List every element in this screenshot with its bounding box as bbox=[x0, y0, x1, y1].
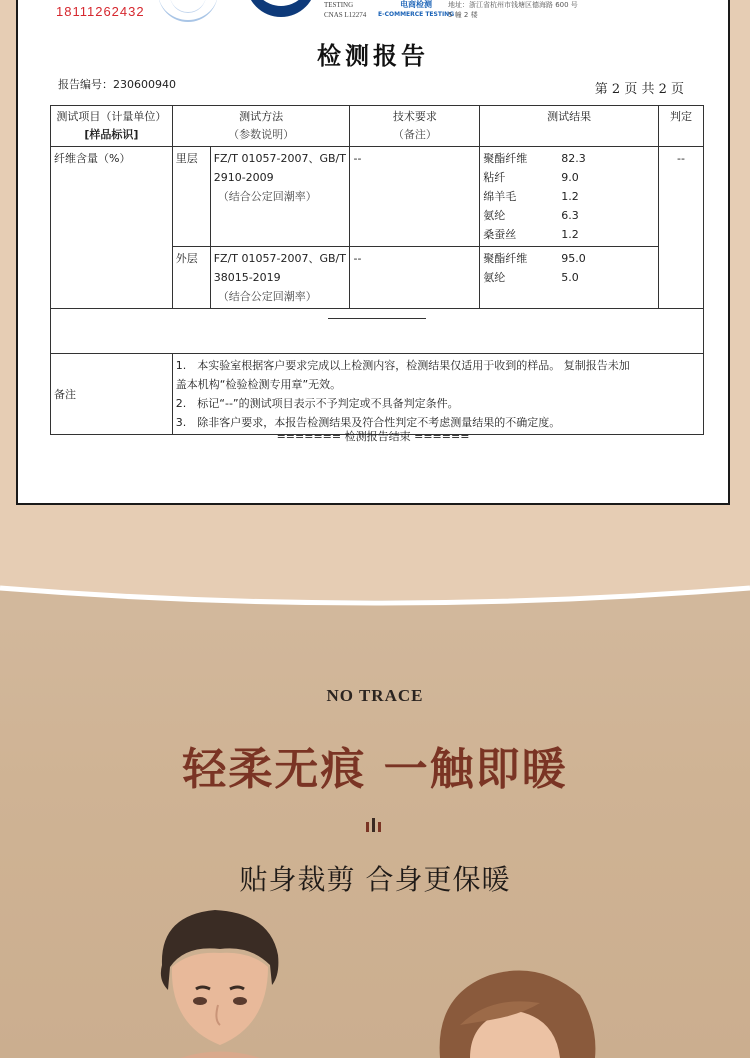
male-model-image bbox=[140, 905, 300, 1058]
fiber-value: 82.3 bbox=[561, 152, 586, 165]
report-end-marker: ======= 检测报告结束 ====== bbox=[276, 430, 470, 443]
note-line: 3. 除非客户要求，本报告检测结果及符合性判定不考虑测量结果的不确定度。 bbox=[175, 416, 561, 429]
item-name-cell: 纤维含量（%） bbox=[51, 147, 173, 309]
fiber-name: 桑蚕丝 bbox=[483, 228, 517, 241]
col-header-result: 测试结果 bbox=[480, 106, 659, 147]
col-header-judgement: 判定 bbox=[659, 106, 704, 147]
col-header-requirement: 技术要求 （备注） bbox=[350, 106, 480, 147]
fiber-value: 5.0 bbox=[561, 271, 579, 284]
requirement-cell: -- bbox=[350, 247, 480, 309]
test-report-card bbox=[16, 0, 730, 505]
fiber-name: 粘纤 bbox=[483, 171, 506, 184]
fiber-name: 聚酯纤维 bbox=[483, 252, 528, 265]
wave-divider bbox=[0, 560, 750, 630]
method-cell: FZ/T 01057-2007、GB/T 2910-2009 （结合公定回潮率） bbox=[210, 147, 350, 247]
fiber-name: 绵羊毛 bbox=[483, 190, 517, 203]
table-header-row bbox=[51, 106, 704, 147]
report-title: 检测报告 bbox=[317, 41, 429, 70]
table-row bbox=[51, 147, 704, 247]
fiber-name: 氨纶 bbox=[483, 271, 506, 284]
notes-row bbox=[51, 354, 704, 435]
result-cell bbox=[480, 147, 659, 247]
notes-label: 备注 bbox=[51, 354, 173, 435]
fiber-value: 6.3 bbox=[561, 209, 579, 222]
results-table bbox=[50, 105, 704, 435]
chinese-subheadline: 贴身裁剪 合身更保暖 bbox=[239, 863, 511, 896]
col-header-method: 测试方法 （参数说明） bbox=[172, 106, 350, 147]
bars-icon bbox=[366, 816, 386, 832]
requirement-cell: -- bbox=[350, 147, 480, 247]
fiber-name: 氨纶 bbox=[483, 209, 506, 222]
fiber-value: 1.2 bbox=[561, 228, 579, 241]
method-cell: FZ/T 01057-2007、GB/T 38015-2019 （结合公定回潮率） bbox=[210, 247, 350, 309]
agency-emblem-icon bbox=[158, 0, 218, 22]
notes-cell bbox=[172, 354, 703, 435]
fiber-value: 1.2 bbox=[561, 190, 579, 203]
female-model-image bbox=[430, 965, 600, 1058]
note-line: 盖本机构“检验检测专用章”无效。 bbox=[175, 378, 342, 391]
fiber-value: 95.0 bbox=[561, 252, 586, 265]
note-line: 1. 本实验室根据客户要求完成以上检测内容，检测结果仅适用于收到的样品。 复制报告未加 bbox=[175, 359, 630, 372]
fiber-name: 聚酯纤维 bbox=[483, 152, 528, 165]
blank-row bbox=[51, 309, 704, 354]
layer-cell: 外层 bbox=[172, 247, 210, 309]
agency-name: 电商检测 E-COMMERCE TESTING bbox=[378, 0, 455, 18]
page-indicator: 第 2 页 共 2 页 bbox=[594, 82, 684, 97]
report-number: 报告编号：230600940 bbox=[58, 78, 176, 91]
agency-address: 地址：浙江省杭州市钱塘区德海路 600 号 5 幢 2 楼 bbox=[448, 1, 578, 19]
english-heading: NO TRACE bbox=[326, 686, 424, 705]
result-cell bbox=[480, 247, 659, 309]
judgement-cell: -- bbox=[659, 147, 704, 309]
chinese-headline: 轻柔无痕 一触即暖 bbox=[182, 744, 568, 795]
agency-accreditation: TESTING CNAS L12274 bbox=[324, 1, 367, 19]
agency-logo-icon bbox=[246, 0, 316, 17]
layer-cell: 里层 bbox=[172, 147, 210, 247]
contact-phone: 18111262432 bbox=[56, 4, 145, 19]
fiber-value: 9.0 bbox=[561, 171, 579, 184]
divider-line bbox=[328, 318, 426, 319]
col-header-item: 测试项目（计量单位） [样品标识] bbox=[51, 106, 173, 147]
note-line: 2. 标记“--”的测试项目表示不予判定或不具备判定条件。 bbox=[175, 397, 459, 410]
